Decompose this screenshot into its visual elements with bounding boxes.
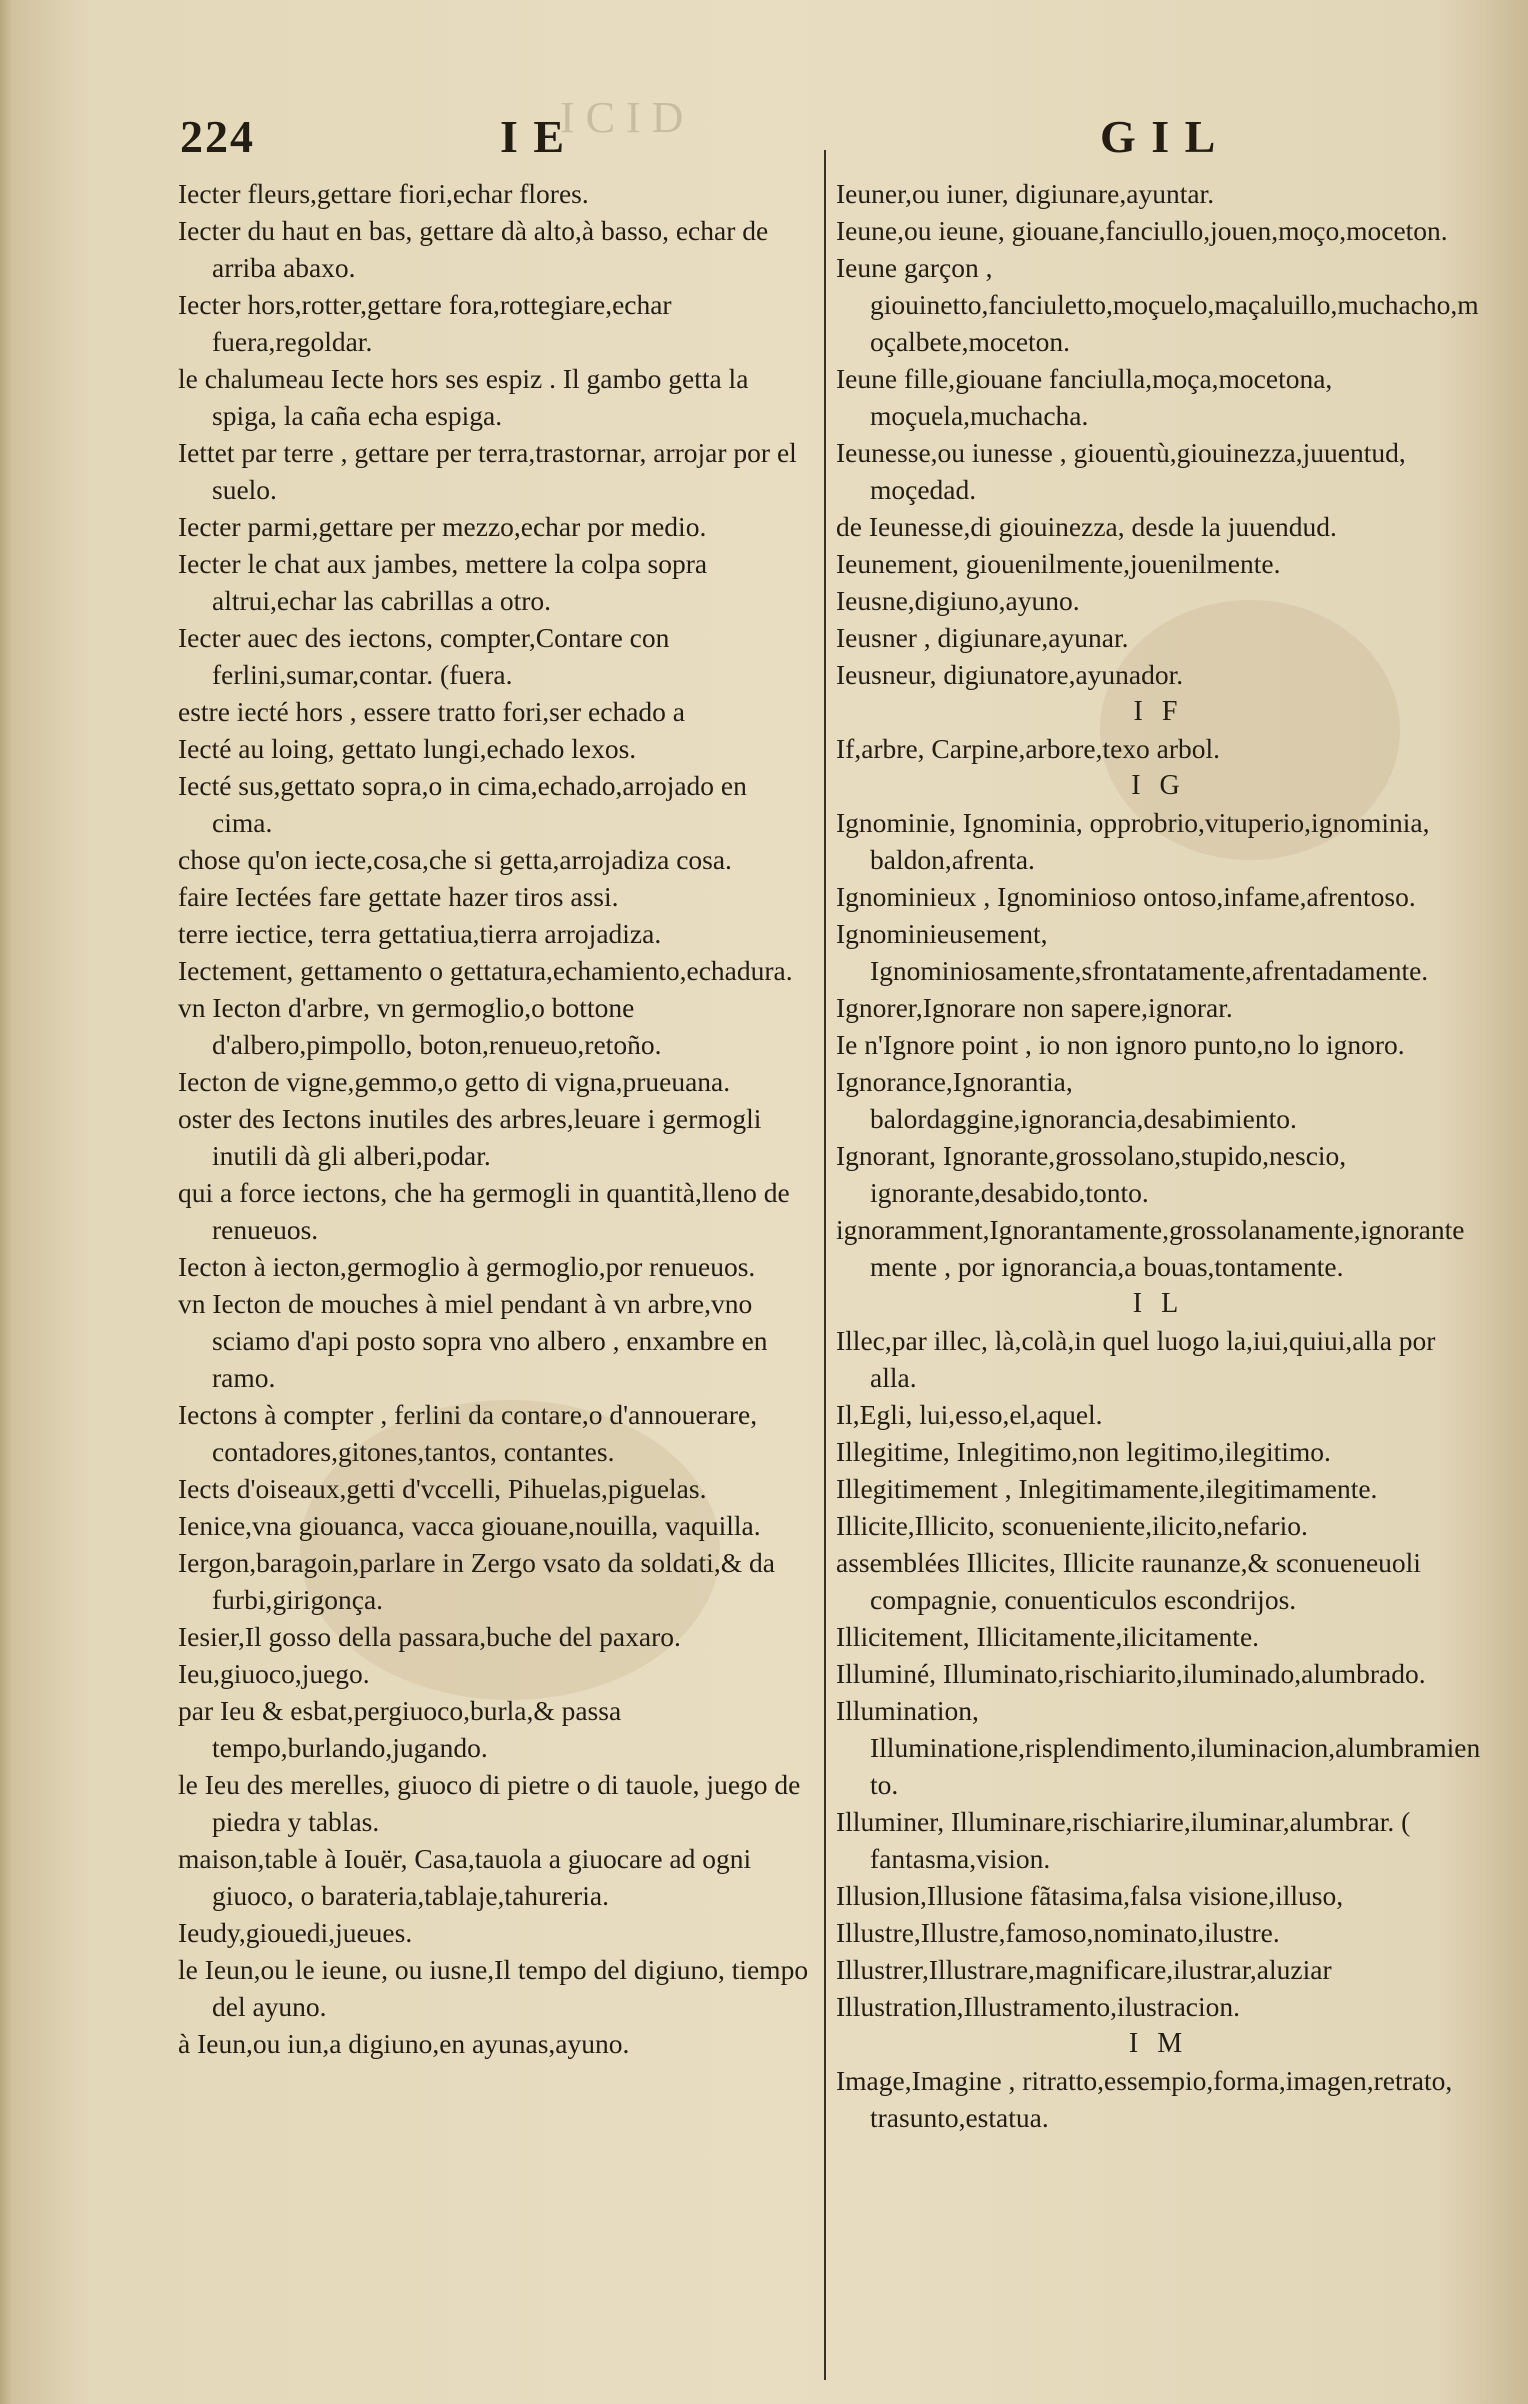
show-through-text: I C I D [560,93,684,142]
running-head-left: I E [500,111,567,162]
dictionary-entry: Ieune garçon , giouinetto,fanciuletto,moçuelo,maçaluillo,muchacho,moçalbete,moceton. [836,252,1479,357]
dictionary-entry: Iecter hors,rotter,gettare fora,rottegiare,echar fuera,regoldar. [178,289,672,357]
dictionary-entry: vn Iecton de mouches à miel pendant à vn arbre,vno sciamo d'api posto sopra vno albero , enxambre en ramo. [178,1288,768,1393]
dictionary-entry: Ignorance,Ignorantia, balordaggine,ignorancia,desabimiento. [836,1066,1297,1134]
dictionary-entry: Ignorant, Ignorante,grossolano,stupido,nescio, ignorante,desabido,tonto. [836,1140,1347,1208]
dictionary-entry: Ieunesse,ou iunesse , giouentù,giouinezza,juuentud, moçedad. [836,437,1406,505]
page-edge [0,0,14,2404]
dictionary-entry: faire Iectées fare gettate hazer tiros assi. [178,881,619,912]
running-header [170,110,1470,170]
dictionary-entry: maison,table à Iouër, Casa,tauola a giuocare ad ogni giuoco, o barateria,tablaje,tahureria. [178,1843,752,1911]
dictionary-entry: Ieune,ou ieune, giouane,fanciullo,jouen,moço,moceton. [836,215,1448,246]
dictionary-entry: If,arbre, Carpine,arbore,texo arbol. [836,733,1221,764]
dictionary-entry: Iectons à compter , ferlini da contare,o d'annouerare, contadores,gitones,tantos, contantes. [178,1399,758,1467]
dictionary-entry: Illuminer, Illuminare,rischiarire,iluminar,alumbrar. ( fantasma,vision. [836,1806,1411,1874]
dictionary-entry: à Ieun,ou iun,a digiuno,en ayunas,ayuno. [178,2028,630,2059]
running-head-right: G I L [1100,111,1218,162]
dictionary-entry: Iergon,baragoin,parlare in Zergo vsato da soldati,& da furbi,girigonça. [178,1547,775,1615]
dictionary-entry: Iecté au loing, gettato lungi,echado lexos. [178,733,637,764]
dictionary-entry: Illegitime, Inlegitimo,non legitimo,ilegitimo. [836,1436,1331,1467]
dictionary-entry: Illuminé, Illuminato,rischiarito,iluminado,alumbrado. [836,1658,1426,1689]
dictionary-entry: Illumination, Illuminatione,risplendimento,iluminacion,alumbramiento. [836,1695,1481,1800]
dictionary-entry: Iects d'oiseaux,getti d'vccelli, Pihuelas,piguelas. [178,1473,707,1504]
dictionary-entry: de Ieunesse,di giouinezza, desde la juuendud. [836,511,1337,542]
dictionary-entry: Iecter auec des iectons, compter,Contare con ferlini,sumar,contar. (fuera. [178,622,670,690]
column-divider [824,150,826,2380]
dictionary-entry: Illicite,Illicito, sconueniente,ilicito,nefario. [836,1510,1308,1541]
dictionary-entry: Ignorer,Ignorare non sapere,ignorar. [836,992,1233,1023]
dictionary-entry: Ie n'Ignore point , io non ignoro punto,no lo ignoro. [836,1029,1405,1060]
left-column [178,175,813,2062]
dictionary-entry: le Ieu des merelles, giuoco di pietre o di tauole, juego de piedra y tablas. [178,1769,801,1837]
dictionary-entry: estre iecté hors , essere tratto fori,ser echado a [178,696,685,727]
section-letter-heading: I F [1133,696,1184,727]
dictionary-entry: Iecton de vigne,gemmo,o getto di vigna,prueuana. [178,1066,731,1097]
section-letter-heading: I M [1128,2028,1189,2059]
section-letter-heading: I L [1132,1288,1185,1319]
dictionary-entry: oster des Iectons inutiles des arbres,leuare i germogli inutili dà gli alberi,podar. [178,1103,762,1171]
dictionary-entry: qui a force iectons, che ha germogli in quantità,lleno de renueuos. [178,1177,790,1245]
dictionary-entry: chose qu'on iecte,cosa,che si getta,arrojadiza cosa. [178,844,732,875]
dictionary-entry: Ieunement, giouenilmente,jouenilmente. [836,548,1281,579]
page-number: 224 [180,111,255,162]
section-letter-heading: I G [1131,770,1186,801]
dictionary-entry: Image,Imagine , ritratto,essempio,forma,imagen,retrato, trasunto,estatua. [836,2065,1453,2133]
dictionary-entry: Iectement, gettamento o gettatura,echamiento,echadura. [178,955,793,986]
dictionary-entry: Illustration,Illustramento,ilustracion. [836,1991,1241,2022]
dictionary-entry: Ieusne,digiuno,ayuno. [836,585,1080,616]
dictionary-entry: assemblées Illicites, Illicite raunanze,& sconueneuoli compagnie, conuenticulos escondrijos. [836,1547,1421,1615]
dictionary-entry: le Ieun,ou le ieune, ou iusne,Il tempo del digiuno, tiempo del ayuno. [178,1954,809,2022]
dictionary-entry: par Ieu & esbat,pergiuoco,burla,& passa tempo,burlando,jugando. [178,1695,622,1763]
dictionary-entry: Ieune fille,giouane fanciulla,moça,mocetona, moçuela,muchacha. [836,363,1333,431]
dictionary-entry: Iecter parmi,gettare per mezzo,echar por medio. [178,511,707,542]
dictionary-entry: terre iectice, terra gettatiua,tierra arrojadiza. [178,918,662,949]
dictionary-entry: Il,Egli, lui,esso,el,aquel. [836,1399,1103,1430]
dictionary-entry: Iesier,Il gosso della passara,buche del paxaro. [178,1621,681,1652]
dictionary-entry: Ieusneur, digiunatore,ayunador. [836,659,1184,690]
dictionary-entry: Illustre,Illustre,famoso,nominato,ilustre. [836,1917,1280,1948]
dictionary-entry: Illicitement, Illicitamente,ilicitamente. [836,1621,1260,1652]
dictionary-entry: Illustrer,Illustrare,magnificare,ilustrar,aluziar [836,1954,1332,1985]
dictionary-entry: Illec,par illec, là,colà,in quel luogo la,iui,quiui,alla por alla. [836,1325,1436,1393]
dictionary-entry: le chalumeau Iecte hors ses espiz . Il gambo getta la spiga, la caña echa espiga. [178,363,749,431]
dictionary-entry: Ignominie, Ignominia, opprobrio,vituperio,ignominia, baldon,afrenta. [836,807,1430,875]
dictionary-entry: Ignominieusement, Ignominiosamente,sfrontatamente,afrentadamente. [836,918,1429,986]
dictionary-entry: Ienice,vna giouanca, vacca giouane,nouilla, vaquilla. [178,1510,761,1541]
dictionary-entry: Ieusner , digiunare,ayunar. [836,622,1129,653]
dictionary-entry: ignoramment,Ignorantamente,grossolanamente,ignorantemente , por ignorancia,a bouas,tontamente. [836,1214,1465,1282]
dictionary-entry: Iettet par terre , gettare per terra,trastornar, arrojar por el suelo. [178,437,797,505]
dictionary-entry: Iecton à iecton,germoglio à germoglio,por renueuos. [178,1251,756,1282]
dictionary-entry: Illusion,Illusione fãtasima,falsa visione,illuso, [836,1880,1344,1911]
dictionary-entry: Ieu,giuoco,juego. [178,1658,370,1689]
dictionary-entry: vn Iecton d'arbre, vn germoglio,o bottone d'albero,pimpollo, boton,renueuo,retoño. [178,992,662,1060]
dictionary-entry: Ieudy,giouedi,jueues. [178,1917,413,1948]
dictionary-entry: Iecter fleurs,gettare fiori,echar flores. [178,178,589,209]
dictionary-entry: Ignominieux , Ignominioso ontoso,infame,afrentoso. [836,881,1416,912]
right-column [836,175,1481,2136]
dictionary-entry: Ieuner,ou iuner, digiunare,ayuntar. [836,178,1215,209]
dictionary-entry: Iecté sus,gettato sopra,o in cima,echado,arrojado en cima. [178,770,747,838]
dictionary-entry: Iecter le chat aux jambes, mettere la colpa sopra altrui,echar las cabrillas a otro. [178,548,708,616]
dictionary-entry: Illegitimement , Inlegitimamente,ilegitimamente. [836,1473,1378,1504]
dictionary-entry: Iecter du haut en bas, gettare dà alto,à basso, echar de arriba abaxo. [178,215,769,283]
